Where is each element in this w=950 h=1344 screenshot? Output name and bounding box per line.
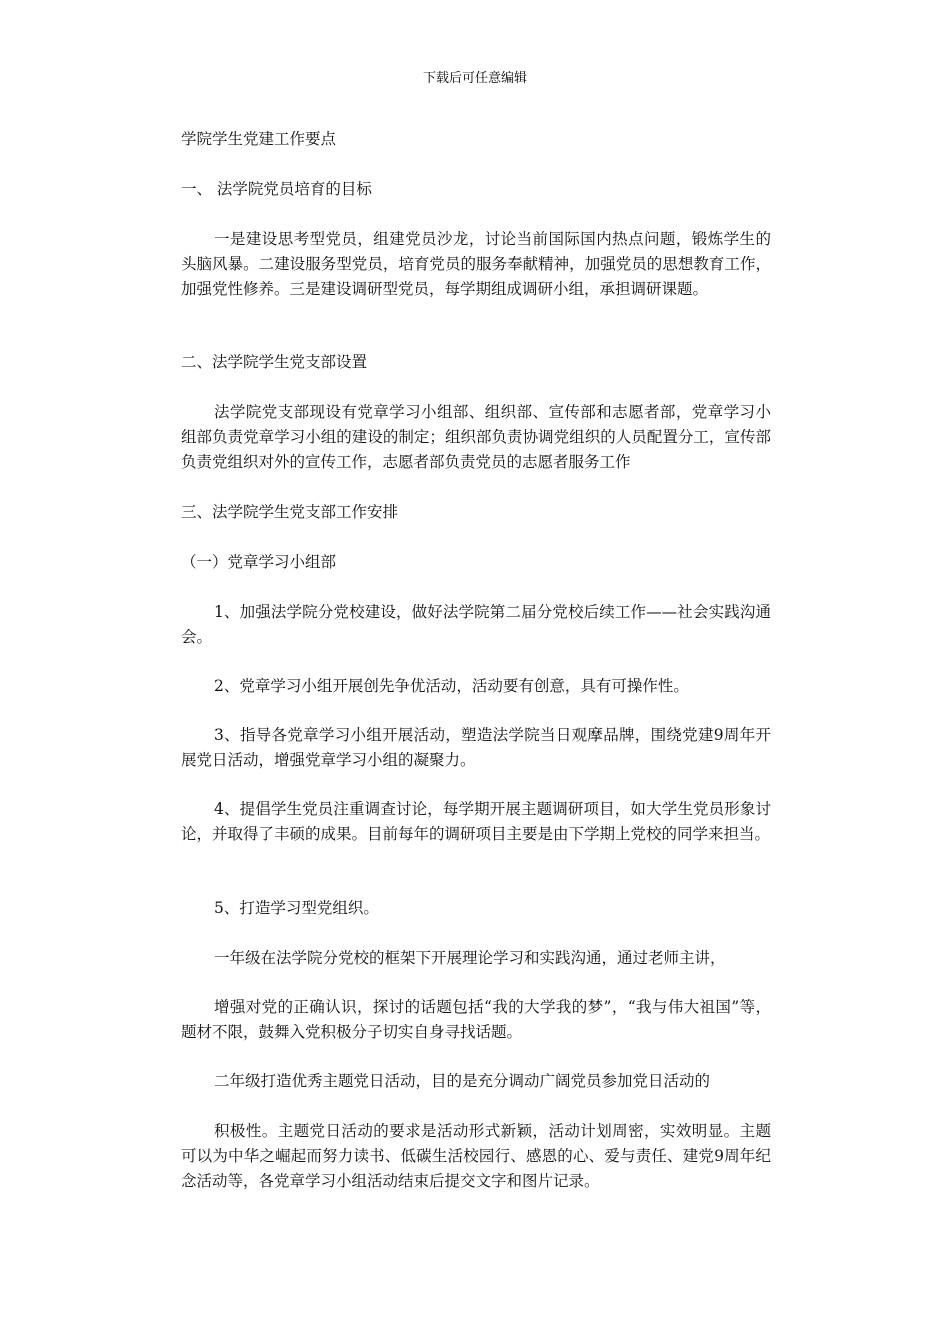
list-item-4: 4、提倡学生党员注重调查讨论，每学期开展主题调研项目，如大学生党员形象讨论，并取得了丰硕的成果。目前每年的调研项目主要是由下学期上党校的同学来担当。	[181, 800, 771, 843]
list-item-2: 2、党章学习小组开展创先争优活动，活动要有创意，具有可操作性。	[214, 677, 689, 695]
section-heading-3: 三、法学院学生党支部工作安排	[181, 503, 399, 521]
section-heading-2: 二、法学院学生党支部设置	[181, 353, 368, 371]
paragraph-second-year-cont: 积极性。主题党日活动的要求是活动形式新颖，活动计划周密，实效明显。主题可以为中华之崛起而努力读书、低碳生活校园行、感恩的心、爱与责任、建党9周年纪念活动等，各党章学习小组活动结束后提交文字和图片记录。	[181, 1122, 771, 1190]
paragraph-setup: 法学院党支部现设有党章学习小组部、组织部、宣传部和志愿者部，党章学习小组部负责党章学习小组的建设的制定；组织部负责协调党组织的人员配置分工，宣传部负责党组织对外的宣传工作，志愿者部负责党员的志愿者服务工作	[181, 403, 771, 471]
paragraph-first-year-cont: 增强对党的正确认识，探讨的话题包括“我的大学我的梦”，“我与伟大祖国”等，题材不限，鼓舞入党积极分子切实自身寻找话题。	[181, 998, 771, 1041]
document-title: 学院学生党建工作要点	[181, 130, 337, 148]
subsection-heading: （一）党章学习小组部	[181, 553, 337, 571]
list-item-5: 5、打造学习型党组织。	[214, 899, 379, 917]
page-header: 下载后可任意编辑	[422, 71, 527, 86]
paragraph-first-year: 一年级在法学院分党校的框架下开展理论学习和实践沟通，通过老师主讲，	[214, 949, 726, 967]
list-item-1: 1、加强法学院分党校建设，做好法学院第二届分党校后续工作——社会实践沟通会。	[181, 603, 771, 646]
paragraph-second-year: 二年级打造优秀主题党日活动，目的是充分调动广阔党员参加党日活动的	[214, 1072, 711, 1090]
list-item-3: 3、指导各党章学习小组开展活动，塑造法学院当日观摩品牌，围绕党建9周年开展党日活动，增强党章学习小组的凝聚力。	[181, 726, 771, 769]
paragraph-goals: 一是建设思考型党员，组建党员沙龙，讨论当前国际国内热点问题，锻炼学生的头脑风暴。二建设服务型党员，培育党员的服务奉献精神，加强党员的思想教育工作，加强党性修养。三是建设调研型党员，每学期组成调研小组，承担调研课题。	[181, 230, 771, 298]
section-heading-1: 一、 法学院党员培育的目标	[181, 180, 372, 198]
